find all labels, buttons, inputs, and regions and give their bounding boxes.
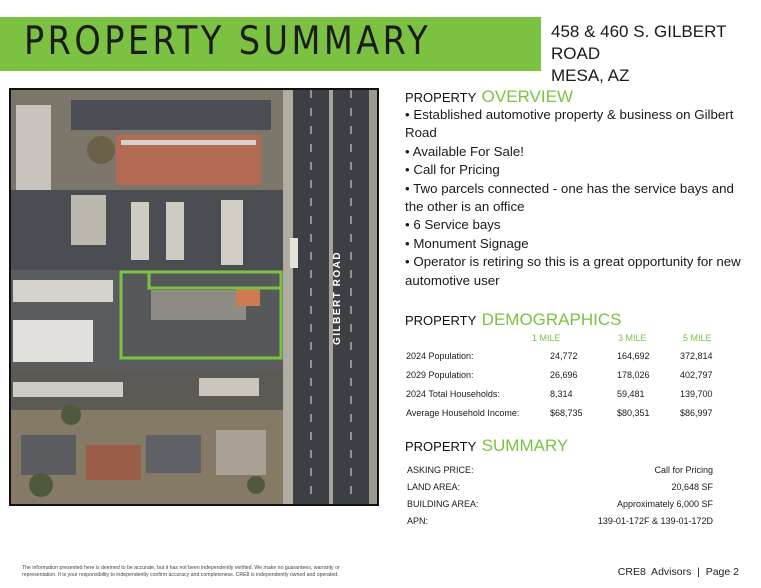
property-address xyxy=(551,21,761,87)
cell-value: 402,797 xyxy=(680,370,713,380)
list-item: • Monument Signage xyxy=(405,235,529,251)
list-item: • Call for Pricing xyxy=(405,162,500,178)
demographics-title-accent: DEMOGRAPHICS xyxy=(481,310,622,329)
row-label: APN: xyxy=(407,516,429,526)
row-label: 2024 Population: xyxy=(406,351,474,361)
table-row xyxy=(405,480,715,497)
cell-value: 372,814 xyxy=(680,351,713,361)
demographics-title-prefix: PROPERTY xyxy=(405,313,477,328)
row-label: LAND AREA: xyxy=(407,482,461,492)
cell-value: 164,692 xyxy=(617,351,650,361)
cell-value: 59,481 xyxy=(617,389,645,399)
list-item: • Available For Sale! xyxy=(405,143,524,159)
list-item: • 6 Service bays xyxy=(405,217,501,233)
summary-title-prefix: PROPERTY xyxy=(405,439,477,454)
aerial-map xyxy=(9,88,379,506)
row-value: Approximately 6,000 SF xyxy=(616,499,713,509)
summary-title-accent: SUMMARY xyxy=(481,436,569,455)
row-value: Call for Pricing xyxy=(654,465,713,475)
address-line1: 458 & 460 S. GILBERT ROAD xyxy=(551,22,727,63)
table-row xyxy=(405,404,715,423)
demographics-title xyxy=(405,310,621,330)
cell-value: $68,735 xyxy=(550,408,583,418)
row-label: Average Household Income: xyxy=(406,408,520,418)
row-label: ASKING PRICE: xyxy=(407,465,474,475)
cell-value: 8,314 xyxy=(550,389,573,399)
cell-value: $86,997 xyxy=(680,408,713,418)
address-line2: MESA, AZ xyxy=(551,66,630,85)
list-item: • Two parcels connected - one has the service bays and the other is an office xyxy=(405,180,734,215)
list-item: • Established automotive property & business on Gilbert Road xyxy=(405,107,734,141)
table-row xyxy=(405,497,715,514)
column-header: 1 MILE xyxy=(532,333,561,343)
overview-title xyxy=(405,87,573,107)
title-banner xyxy=(0,17,541,71)
aerial-map-image xyxy=(11,90,377,504)
cell-value: 139,700 xyxy=(680,389,713,399)
table-row xyxy=(405,385,715,404)
demographics-header-row xyxy=(405,333,715,347)
demographics-table xyxy=(405,333,715,423)
column-header: 3 MILE xyxy=(618,333,647,343)
row-label: 2024 Total Households: xyxy=(406,389,500,399)
page-title: PROPERTY SUMMARY xyxy=(24,19,432,64)
row-label: 2029 Population: xyxy=(406,370,474,380)
table-row xyxy=(405,514,715,531)
row-value: 20,648 SF xyxy=(671,482,713,492)
cell-value: 26,696 xyxy=(550,370,578,380)
cell-value: $80,351 xyxy=(617,408,650,418)
overview-title-accent: OVERVIEW xyxy=(481,87,573,106)
table-row xyxy=(405,347,715,366)
row-value: 139-01-172F & 139-01-172D xyxy=(597,516,713,526)
page-footer: CRE8 Advisors | Page 2 xyxy=(617,566,739,578)
column-header: 5 MILE xyxy=(683,333,712,343)
road-label: GILBERT ROAD xyxy=(332,250,343,345)
overview-list xyxy=(405,106,755,290)
cell-value: 178,026 xyxy=(617,370,650,380)
cell-value: 24,772 xyxy=(550,351,578,361)
list-item: • Operator is retiring so this is a great opportunity for new automotive user xyxy=(405,254,741,288)
overview-title-prefix: PROPERTY xyxy=(405,90,477,105)
table-row xyxy=(405,366,715,385)
summary-table xyxy=(405,463,715,531)
disclaimer-text: The information presented here is deemed to be accurate, but it has not been independently verified. We make no guarantees, warranty or representation. It is your responsibility to independently confirm accuracy and completeness. CRE8 is independently owned and operated. xyxy=(22,565,340,578)
summary-title xyxy=(405,436,568,456)
row-label: BUILDING AREA: xyxy=(407,499,479,509)
table-row xyxy=(405,463,715,480)
